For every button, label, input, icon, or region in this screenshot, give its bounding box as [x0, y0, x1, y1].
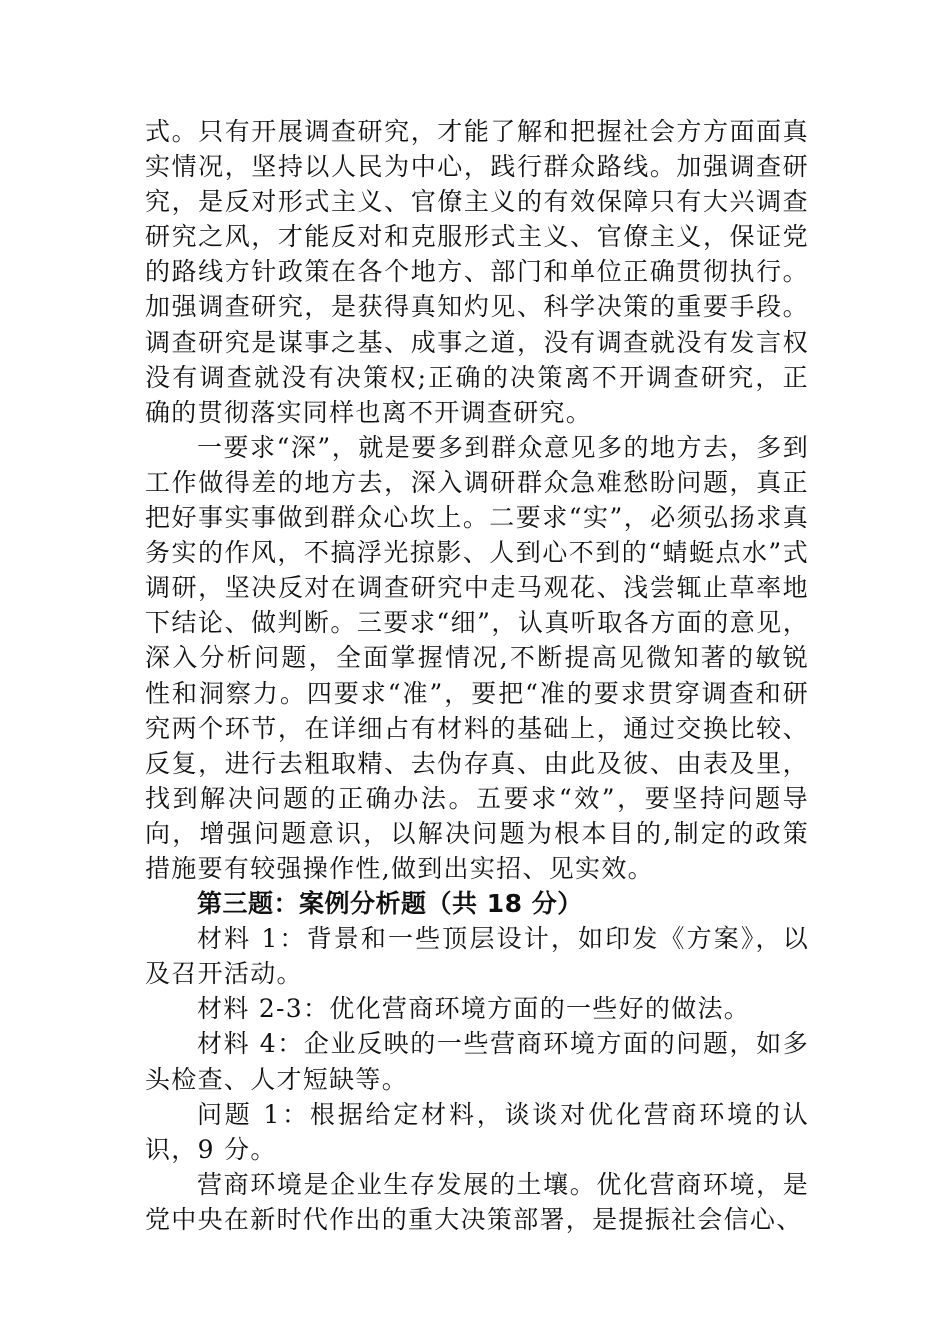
- document-body: [145, 114, 809, 1237]
- material-2-3: 材料 2-3：优化营商环境方面的一些好的做法。: [197, 994, 751, 1024]
- answer-paragraph: 营商环境是企业生存发展的土壤。优化营商环境，是党中央在新时代作出的重大决策部署，是提振社会信心、: [145, 1169, 809, 1234]
- material-1: 材料 1：背景和一些顶层设计，如印发《方案》，以及召开活动。: [145, 924, 809, 989]
- paragraph-five-requirements: 一要求“深”，就是要多到群众意见多的地方去，多到工作做得差的地方去，深入调研群众急难愁盼问题，真正把好事实事做到群众心坎上。二要求“实”，必须弘扬求真务实的作风，不搞浮光掠影、人到心不到的“蜻蜓点水”式调研，坚决反对在调查研究中走马观花、浅尝辄止草率地下结论、做判断。三要求“细”，认真听取各方面的意见，深入分析问题，全面掌握情况,不断提高见微知著的敏锐性和洞察力。四要求“准”，要把“准的要求贯穿调查和研究两个环节，在详细占有材料的基础上，通过交换比较、反复，进行去粗取精、去伪存真、由此及彼、由表及里，找到解决问题的正确办法。五要求“效”，要坚持问题导向，增强问题意识，以解决问题为根本目的,制定的政策措施要有较强操作性,做到出实招、见实效。: [145, 432, 809, 883]
- section-heading-question-3: 第三题：案例分析题（共 18 分）: [197, 889, 583, 919]
- question-1: 问题 1：根据给定材料，谈谈对优化营商环境的认识，9 分。: [145, 1099, 809, 1164]
- material-4: 材料 4：企业反映的一些营商环境方面的问题，如多头检查、人才短缺等。: [145, 1029, 809, 1094]
- paragraph-research-importance: 式。只有开展调查研究，才能了解和把握社会方方面面真实情况，坚持以人民为中心，践行群众路线。加强调查研究，是反对形式主义、官僚主义的有效保障只有大兴调查研究之风，才能反对和克服形式主义、官僚主义，保证党的路线方针政策在各个地方、部门和单位正确贯彻执行。加强调查研究，是获得真知灼见、科学决策的重要手段。调查研究是谋事之基、成事之道，没有调查就没有发言权没有调查就没有决策权;正确的决策离不开调查研究，正确的贯彻落实同样也离不开调查研究。: [145, 117, 809, 427]
